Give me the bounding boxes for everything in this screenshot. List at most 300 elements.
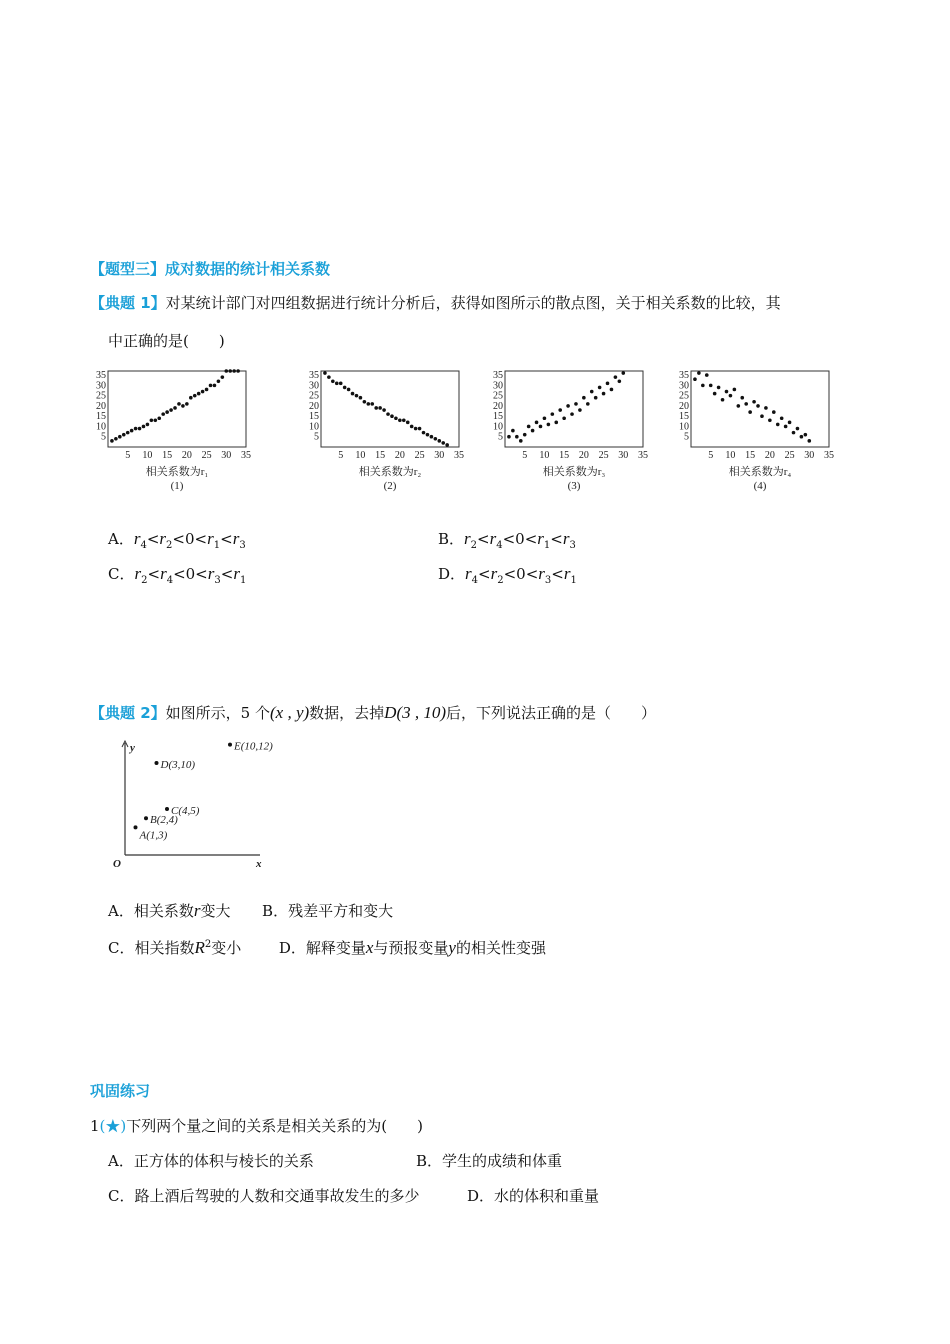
- origin-label: O: [113, 858, 121, 870]
- data-point: [335, 382, 339, 386]
- data-point: [339, 382, 343, 386]
- x-tick-label: 30: [434, 450, 445, 461]
- data-point: [150, 418, 154, 422]
- example1-text1: 对某统计部门对四组数据进行统计分析后，获得如图所示的散点图，关于相关系数的比较，其: [165, 294, 781, 312]
- math-operator: <0<: [173, 565, 208, 583]
- practice-question: [90, 1115, 423, 1136]
- data-point: [590, 390, 594, 394]
- data-point: [138, 427, 142, 431]
- x-tick-label: 35: [241, 450, 251, 461]
- ex2-option-c-sup: 2: [204, 939, 212, 950]
- data-point: [110, 439, 114, 443]
- ex2-option-d-mid: 与预报变量: [373, 939, 449, 957]
- math-var-r: r: [562, 529, 570, 548]
- data-point: [134, 825, 138, 829]
- data-point: [426, 433, 430, 437]
- math-subscript: 2: [497, 575, 504, 586]
- data-point: [441, 441, 445, 445]
- data-point: [578, 408, 582, 412]
- math-var-r: r: [233, 564, 240, 583]
- data-point: [570, 412, 574, 416]
- y-tick-label: 10: [96, 421, 106, 433]
- option-letter: B．: [438, 530, 465, 548]
- data-point: [539, 425, 543, 429]
- data-point: [780, 416, 784, 420]
- data-point: [130, 429, 134, 433]
- scatter-chart-1: [96, 369, 251, 492]
- data-point: [800, 435, 804, 439]
- y-tick-label: 5: [684, 431, 689, 443]
- y-tick-label: 10: [679, 421, 689, 433]
- data-point: [394, 416, 398, 420]
- y-tick-label: 35: [309, 370, 319, 382]
- x-tick-label: 15: [745, 450, 756, 461]
- math-var-r: r: [489, 529, 497, 548]
- example2-text-c: 后，下列说法正确的是（ ）: [446, 704, 657, 722]
- data-point: [558, 408, 562, 412]
- example1-line1: [90, 292, 781, 313]
- math-operator: <: [220, 565, 234, 583]
- x-tick-label: 30: [618, 450, 629, 461]
- data-point: [386, 412, 390, 416]
- point-label: C(4,5): [171, 805, 200, 817]
- data-point: [621, 371, 625, 375]
- y-tick-label: 30: [309, 380, 319, 392]
- x-tick-label: 10: [539, 450, 550, 461]
- data-point: [606, 382, 610, 386]
- x-axis-label: 相关系数为r₄: [728, 466, 792, 478]
- data-point: [445, 443, 449, 447]
- data-point: [142, 425, 146, 429]
- data-point: [197, 392, 201, 396]
- y-tick-label: 10: [309, 421, 319, 433]
- example2-line: [90, 702, 656, 723]
- data-point: [165, 410, 169, 414]
- ex2-option-d-y: y: [448, 938, 456, 957]
- data-point: [566, 404, 570, 408]
- x-tick-label: 35: [824, 450, 834, 461]
- x-tick-label: 5: [708, 450, 714, 461]
- example2-text-a: 如图所示，5 个: [165, 704, 270, 722]
- ex1-option-a[interactable]: [108, 528, 246, 551]
- data-point: [418, 427, 422, 431]
- x-tick-label: 20: [181, 450, 192, 461]
- x-tick-label: 30: [804, 450, 815, 461]
- data-point: [181, 404, 185, 408]
- practice-option-b[interactable]: B．学生的成绩和体重: [416, 1152, 563, 1170]
- data-point: [155, 761, 159, 765]
- y-tick-label: 35: [493, 370, 503, 382]
- ex2-option-b[interactable]: B．残差平方和变大: [262, 902, 394, 920]
- practice-star: (★): [99, 1117, 127, 1135]
- x-tick-label: 5: [522, 450, 528, 461]
- data-point: [523, 433, 527, 437]
- data-point: [574, 402, 578, 406]
- math-operator: <: [478, 565, 491, 583]
- data-point: [434, 437, 438, 441]
- ex2-option-a[interactable]: [108, 902, 230, 920]
- y-tick-label: 20: [309, 400, 319, 412]
- math-operator: <0<: [172, 530, 208, 548]
- data-point: [784, 425, 788, 429]
- scatter-chart-2: [309, 370, 464, 492]
- math-operator: <: [220, 530, 233, 548]
- data-point: [776, 423, 780, 427]
- y-tick-label: 30: [96, 380, 106, 392]
- data-point: [118, 435, 122, 439]
- example1-line2: 中正确的是( ): [108, 332, 225, 350]
- data-point: [804, 433, 808, 437]
- math-var-r: r: [134, 564, 142, 583]
- math-subscript: 3: [239, 540, 246, 551]
- math-operator: <: [146, 530, 160, 548]
- ex2-option-d-post: 的相关性变强: [455, 939, 546, 957]
- data-point: [598, 386, 602, 390]
- math-var-r: r: [538, 564, 545, 583]
- data-point: [422, 431, 426, 435]
- math-subscript: 4: [496, 540, 503, 551]
- ex2-option-a-post: 变大: [200, 902, 231, 920]
- y-tick-label: 25: [679, 390, 689, 402]
- data-point: [327, 375, 331, 379]
- x-axis-label: x: [256, 858, 262, 870]
- data-point: [323, 371, 327, 375]
- data-point: [764, 406, 768, 410]
- option-letter: D．: [438, 565, 466, 583]
- chart-caption: (2): [383, 480, 397, 492]
- data-point: [177, 402, 181, 406]
- math-var-r: r: [232, 529, 240, 548]
- math-operator: <0<: [503, 565, 539, 583]
- ex1-option-d[interactable]: [438, 563, 577, 586]
- plot-frame: [108, 371, 246, 447]
- section-title: 【题型三】成对数据的统计相关系数: [90, 260, 331, 278]
- example2-text-b: 数据，去掉: [309, 704, 385, 722]
- data-point: [748, 410, 752, 414]
- y-tick-label: 20: [493, 400, 503, 412]
- data-point: [355, 394, 359, 398]
- point-label: B(2,4): [150, 814, 178, 827]
- math-subscript: 3: [544, 575, 552, 586]
- data-point: [201, 390, 205, 394]
- data-point: [406, 421, 410, 425]
- y-tick-label: 30: [493, 380, 503, 392]
- y-tick-label: 20: [96, 400, 106, 412]
- data-point: [551, 412, 555, 416]
- ex2-option-cd-row: [108, 937, 546, 958]
- x-tick-label: 25: [201, 450, 212, 461]
- data-point: [729, 394, 733, 398]
- math-point-d: D(3 , 10): [384, 703, 447, 722]
- x-tick-label: 35: [454, 450, 464, 461]
- math-var-r: r: [207, 564, 215, 583]
- data-point: [430, 435, 434, 439]
- data-point: [185, 402, 189, 406]
- data-point: [618, 379, 622, 383]
- data-point: [331, 379, 335, 383]
- x-tick-label: 20: [764, 450, 775, 461]
- data-point: [154, 418, 158, 422]
- practice-option-d[interactable]: D．水的体积和重量: [467, 1187, 600, 1205]
- x-tick-label: 10: [355, 450, 366, 461]
- data-point: [367, 402, 371, 406]
- math-subscript: 1: [543, 540, 551, 551]
- data-point: [169, 408, 173, 412]
- y-tick-label: 25: [309, 390, 319, 402]
- data-point: [370, 402, 374, 406]
- x-tick-label: 10: [142, 450, 153, 461]
- ex2-option-d-pre: D．解释变量: [278, 939, 366, 957]
- y-axis-label: y: [130, 742, 135, 754]
- data-point: [511, 429, 515, 433]
- ex2-option-c-var: R: [194, 938, 205, 957]
- practice-option-c[interactable]: C．路上酒后驾驶的人数和交通事故发生的多少: [108, 1187, 420, 1205]
- data-point: [232, 369, 236, 373]
- x-tick-label: 25: [414, 450, 425, 461]
- data-point: [554, 421, 558, 425]
- data-point: [705, 373, 709, 377]
- data-point: [507, 435, 511, 439]
- ex2-option-d-x: x: [365, 938, 374, 957]
- data-point: [602, 392, 606, 396]
- math-var-r: r: [159, 529, 167, 548]
- math-operator: <: [550, 530, 563, 548]
- data-point: [402, 418, 406, 422]
- y-tick-label: 15: [96, 411, 106, 423]
- math-operator: <: [551, 565, 564, 583]
- data-point: [562, 416, 566, 420]
- y-tick-label: 35: [96, 370, 106, 382]
- point-label: E(10,12): [234, 740, 273, 753]
- data-point: [221, 375, 225, 379]
- y-tick-label: 25: [96, 390, 106, 402]
- y-tick-label: 10: [493, 421, 503, 433]
- data-point: [614, 375, 618, 379]
- scatter-chart-3: [493, 370, 648, 492]
- point-label: D(3,10): [160, 759, 196, 771]
- option-letter: A．: [108, 530, 134, 548]
- data-point: [531, 429, 535, 433]
- y-tick-label: 25: [493, 390, 503, 402]
- math-var-r: r: [133, 529, 141, 548]
- data-point: [390, 414, 394, 418]
- data-point: [347, 388, 351, 392]
- x-axis-label: 相关系数为r₂: [358, 466, 422, 478]
- data-point: [161, 412, 165, 416]
- data-point: [146, 423, 150, 427]
- data-point: [374, 406, 378, 410]
- option-letter: C．: [108, 565, 135, 583]
- ex2-option-c-post: 变小: [211, 939, 242, 957]
- math-subscript: 1: [213, 540, 221, 551]
- chart-caption: (3): [567, 480, 581, 492]
- data-point: [610, 388, 614, 392]
- chart-caption: (1): [170, 480, 184, 492]
- math-subscript: 4: [140, 540, 147, 551]
- math-var-r: r: [160, 564, 167, 583]
- x-tick-label: 10: [725, 450, 736, 461]
- data-point: [788, 421, 792, 425]
- data-point: [752, 400, 756, 404]
- data-point: [193, 394, 197, 398]
- data-point: [378, 406, 382, 410]
- data-point: [693, 377, 697, 381]
- x-tick-label: 15: [162, 450, 173, 461]
- data-point: [359, 396, 363, 400]
- ex2-option-a-pre: A．相关系数: [108, 902, 194, 920]
- data-point: [733, 388, 737, 392]
- y-tick-label: 35: [679, 370, 689, 382]
- math-var-r: r: [207, 529, 214, 548]
- data-point: [363, 400, 367, 404]
- data-point: [725, 390, 729, 394]
- data-point: [213, 384, 217, 388]
- data-point: [792, 431, 796, 435]
- data-point: [768, 418, 772, 422]
- data-point: [126, 431, 130, 435]
- data-point: [547, 423, 551, 427]
- y-tick-label: 5: [101, 431, 106, 443]
- data-point: [228, 369, 232, 373]
- data-point: [586, 402, 590, 406]
- data-point: [134, 427, 138, 431]
- data-point: [527, 425, 531, 429]
- data-point: [721, 398, 725, 402]
- data-point: [437, 439, 441, 443]
- data-point: [756, 404, 760, 408]
- math-subscript: 2: [141, 575, 148, 586]
- ex2-option-a-var: r: [193, 901, 201, 920]
- data-point: [594, 396, 598, 400]
- data-point: [535, 421, 539, 425]
- x-tick-label: 25: [784, 450, 795, 461]
- data-point: [217, 379, 221, 383]
- data-point: [697, 371, 701, 375]
- scatter-chart-4: [679, 370, 834, 492]
- example2-label: 【典题 2】: [90, 704, 166, 722]
- data-point: [343, 386, 347, 390]
- math-subscript: 3: [214, 575, 221, 586]
- math-var-r: r: [490, 564, 498, 583]
- math-subscript: 4: [166, 575, 174, 586]
- x-tick-label: 5: [338, 450, 344, 461]
- math-var-r: r: [537, 529, 544, 548]
- math-subscript: 1: [570, 575, 577, 586]
- data-point: [701, 384, 705, 388]
- coordinate-chart: [105, 737, 285, 872]
- data-point: [144, 816, 148, 820]
- ex1-option-b[interactable]: [438, 528, 576, 551]
- practice-option-a[interactable]: A．正方体的体积与棱长的关系: [108, 1152, 314, 1170]
- data-point: [165, 807, 169, 811]
- math-var-r: r: [563, 564, 571, 583]
- chart-caption: (4): [753, 480, 767, 492]
- data-point: [713, 392, 717, 396]
- y-tick-label: 15: [679, 411, 689, 423]
- math-operator: <0<: [502, 530, 538, 548]
- plot-frame: [691, 371, 829, 447]
- math-subscript: 1: [239, 575, 247, 586]
- data-point: [760, 414, 764, 418]
- practice-title: 巩固练习: [90, 1082, 151, 1100]
- data-point: [737, 404, 741, 408]
- ex2-option-c-pre: C．相关指数: [108, 939, 195, 957]
- data-point: [236, 369, 240, 373]
- x-tick-label: 35: [638, 450, 648, 461]
- y-tick-label: 15: [493, 411, 503, 423]
- ex2-option-c[interactable]: [108, 939, 241, 957]
- x-tick-label: 30: [221, 450, 232, 461]
- data-point: [807, 439, 811, 443]
- practice-question-number: 1: [90, 1117, 100, 1135]
- data-point: [189, 396, 193, 400]
- data-point: [582, 396, 586, 400]
- math-var-r: r: [465, 564, 472, 583]
- x-tick-label: 5: [125, 450, 131, 461]
- data-point: [772, 410, 776, 414]
- data-point: [744, 402, 748, 406]
- data-point: [173, 406, 177, 410]
- math-subscript: 2: [166, 540, 173, 551]
- point-label: A(1,3): [139, 829, 168, 842]
- math-subscript: 2: [470, 540, 478, 551]
- data-point: [543, 416, 547, 420]
- data-point: [224, 369, 228, 373]
- data-point: [209, 384, 213, 388]
- math-subscript: 4: [471, 575, 479, 586]
- data-point: [398, 418, 402, 422]
- y-tick-label: 30: [679, 380, 689, 392]
- data-point: [414, 427, 418, 431]
- data-point: [515, 435, 519, 439]
- math-subscript: 3: [569, 540, 576, 551]
- data-point: [410, 425, 414, 429]
- data-point: [382, 408, 386, 412]
- data-point: [114, 437, 118, 441]
- y-tick-label: 5: [498, 431, 503, 443]
- math-operator: <: [147, 565, 161, 583]
- practice-question-text: 下列两个量之间的关系是相关关系的为( ): [126, 1117, 423, 1135]
- data-point: [205, 388, 209, 392]
- data-point: [228, 743, 232, 747]
- data-point: [519, 439, 523, 443]
- data-point: [717, 386, 721, 390]
- x-tick-label: 20: [394, 450, 405, 461]
- scatter-charts: [88, 365, 834, 495]
- data-point: [796, 427, 800, 431]
- data-point: [740, 396, 744, 400]
- ex2-option-ab-row: [108, 900, 393, 921]
- ex1-option-c[interactable]: [108, 563, 246, 586]
- y-tick-label: 5: [314, 431, 319, 443]
- x-tick-label: 15: [375, 450, 386, 461]
- x-tick-label: 20: [578, 450, 589, 461]
- data-point: [157, 416, 161, 420]
- coordinate-scatter: [113, 741, 273, 870]
- x-tick-label: 25: [598, 450, 609, 461]
- ex2-option-d[interactable]: [279, 939, 546, 957]
- example1-label: 【典题 1】: [90, 294, 166, 312]
- x-axis-label: 相关系数为r₃: [542, 466, 606, 478]
- data-point: [122, 433, 126, 437]
- x-tick-label: 15: [559, 450, 570, 461]
- data-point: [351, 392, 355, 396]
- data-point: [709, 384, 713, 388]
- math-xy: (x , y): [269, 703, 310, 722]
- x-axis-label: 相关系数为r₁: [145, 466, 209, 478]
- math-operator: <: [477, 530, 490, 548]
- math-var-r: r: [464, 529, 471, 548]
